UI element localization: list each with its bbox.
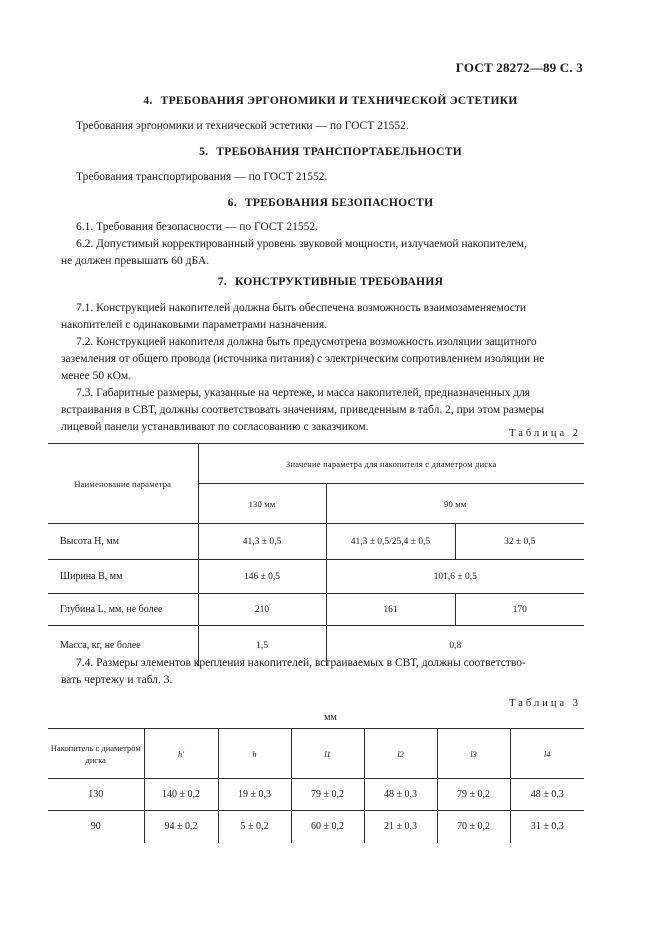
table-cell: 21 ± 0,3	[364, 811, 437, 843]
table-cell: 41,3 ± 0,5	[198, 524, 326, 560]
table-row	[48, 524, 584, 560]
para-7-2-line2: заземления от общего провода (источника питания) с электрическим сопротивлением изоляции не	[61, 353, 545, 365]
para-7-1-line1: 7.1. Конструкцией накопителей должна быть обеспечена возможность взаимозаменяемости	[76, 302, 527, 314]
table-cell: 79 ± 0,2	[437, 779, 510, 811]
table-2-param-header: Наименование параметра	[48, 444, 198, 524]
para-7-2-line3: менее 50 кОм.	[61, 370, 132, 382]
table-cell: 41,3 ± 0,5/25,4 ± 0,5	[326, 524, 455, 560]
table-row	[48, 779, 584, 811]
table-cell: 161	[326, 594, 455, 626]
table-cell: Ширина B, мм	[48, 560, 198, 594]
table-cell: 101,6 ± 0,5	[326, 560, 584, 594]
table-cell: 48 ± 0,3	[510, 779, 584, 811]
table-2	[48, 443, 584, 666]
table-3-header-drive: Накопитель с диаметром диска	[48, 729, 144, 779]
table-cell: 32 ± 0,5	[455, 524, 584, 560]
section-4-text: Требования эргономики и технической эстетики — по ГОСТ 21552.	[76, 120, 409, 132]
table-cell: 48 ± 0,3	[364, 779, 437, 811]
table-2-caption: Таблица 2	[509, 428, 581, 439]
table-row	[48, 811, 584, 843]
table-cell: 1,5	[198, 626, 326, 666]
table-row	[48, 560, 584, 594]
para-7-4-line2: вать чертежу и табл. 3.	[61, 674, 173, 686]
section-5-text: Требования транспортирования — по ГОСТ 21552.	[76, 171, 328, 183]
table-row	[48, 594, 584, 626]
table-cell: 146 ± 0,5	[198, 560, 326, 594]
para-7-3-line3: лицевой панели устанавливают по согласованию с заказчиком.	[61, 421, 369, 433]
section-5-heading: 5. ТРЕБОВАНИЯ ТРАНСПОРТАБЕЛЬНОСТИ	[199, 146, 462, 158]
para-7-1-line2: накопителей с одинаковыми параметрами назначения.	[61, 319, 327, 331]
table-2-col-90: 90 мм	[326, 484, 584, 524]
table-cell: 210	[198, 594, 326, 626]
section-4-heading: 4. ТРЕБОВАНИЯ ЭРГОНОМИКИ И ТЕХНИЧЕСКОЙ ЭСТЕТИКИ	[143, 95, 518, 107]
table-cell: 90	[48, 811, 144, 843]
section-7-heading: 7. КОНСТРУКТИВНЫЕ ТРЕБОВАНИЯ	[217, 276, 444, 288]
table-3-caption: Таблица 3	[509, 698, 581, 709]
table-cell: 130	[48, 779, 144, 811]
para-7-4-line1: 7.4. Размеры элементов крепления накопителей, встраиваемых в СВТ, должны соответство-	[76, 657, 526, 669]
para-6-2-line2: не должен превышать 60 дБА.	[61, 255, 210, 267]
section-6-heading: 6. ТРЕБОВАНИЯ БЕЗОПАСНОСТИ	[227, 197, 434, 209]
table-3-header-l2: l2	[364, 729, 437, 779]
table-2-value-header: Значение параметра для накопителя с диаметром диска	[198, 444, 584, 484]
table-cell: 60 ± 0,2	[291, 811, 364, 843]
table-2-col-130: 130 мм	[198, 484, 326, 524]
table-3-header-h: h	[218, 729, 291, 779]
para-7-3-line1: 7.3. Габаритные размеры, указанные на чертеже, и масса накопителей, предназначенных для	[76, 387, 531, 399]
table-3-header-l1: l1	[291, 729, 364, 779]
table-cell: 31 ± 0,3	[510, 811, 584, 843]
table-3-header-l4: l4	[510, 729, 584, 779]
table-cell: Высота H, мм	[48, 524, 198, 560]
table-cell: 19 ± 0,3	[218, 779, 291, 811]
table-cell: 0,8	[326, 626, 584, 666]
table-cell: 94 ± 0,2	[144, 811, 218, 843]
para-6-2-line1: 6.2. Допустимый корректированный уровень звуковой мощности, излучаемой накопителем,	[76, 238, 527, 250]
table-cell: 140 ± 0,2	[144, 779, 218, 811]
para-7-2-line1: 7.2. Конструкцией накопителя должна быть предусмотрена возможность изоляции защитного	[76, 336, 537, 348]
table-3-header-h1: h'	[144, 729, 218, 779]
table-cell: Глубина L, мм, не более	[48, 594, 198, 626]
page-header: ГОСТ 28272—89 С. 3	[455, 60, 583, 75]
para-7-3-line2: встраивания в СВТ, должны соответствовать значениям, приведенным в табл. 2, при этом размеры	[61, 404, 545, 416]
table-3	[48, 728, 584, 843]
para-6-1: 6.1. Требования безопасности — по ГОСТ 21552.	[76, 221, 319, 233]
table-cell: 79 ± 0,2	[291, 779, 364, 811]
table-3-header-l3: l3	[437, 729, 510, 779]
table-cell: 5 ± 0,2	[218, 811, 291, 843]
table-cell: 170	[455, 594, 584, 626]
table-cell: Масса, кг, не более	[48, 626, 198, 666]
table-cell: 70 ± 0,2	[437, 811, 510, 843]
table-3-unit: мм	[324, 712, 337, 723]
